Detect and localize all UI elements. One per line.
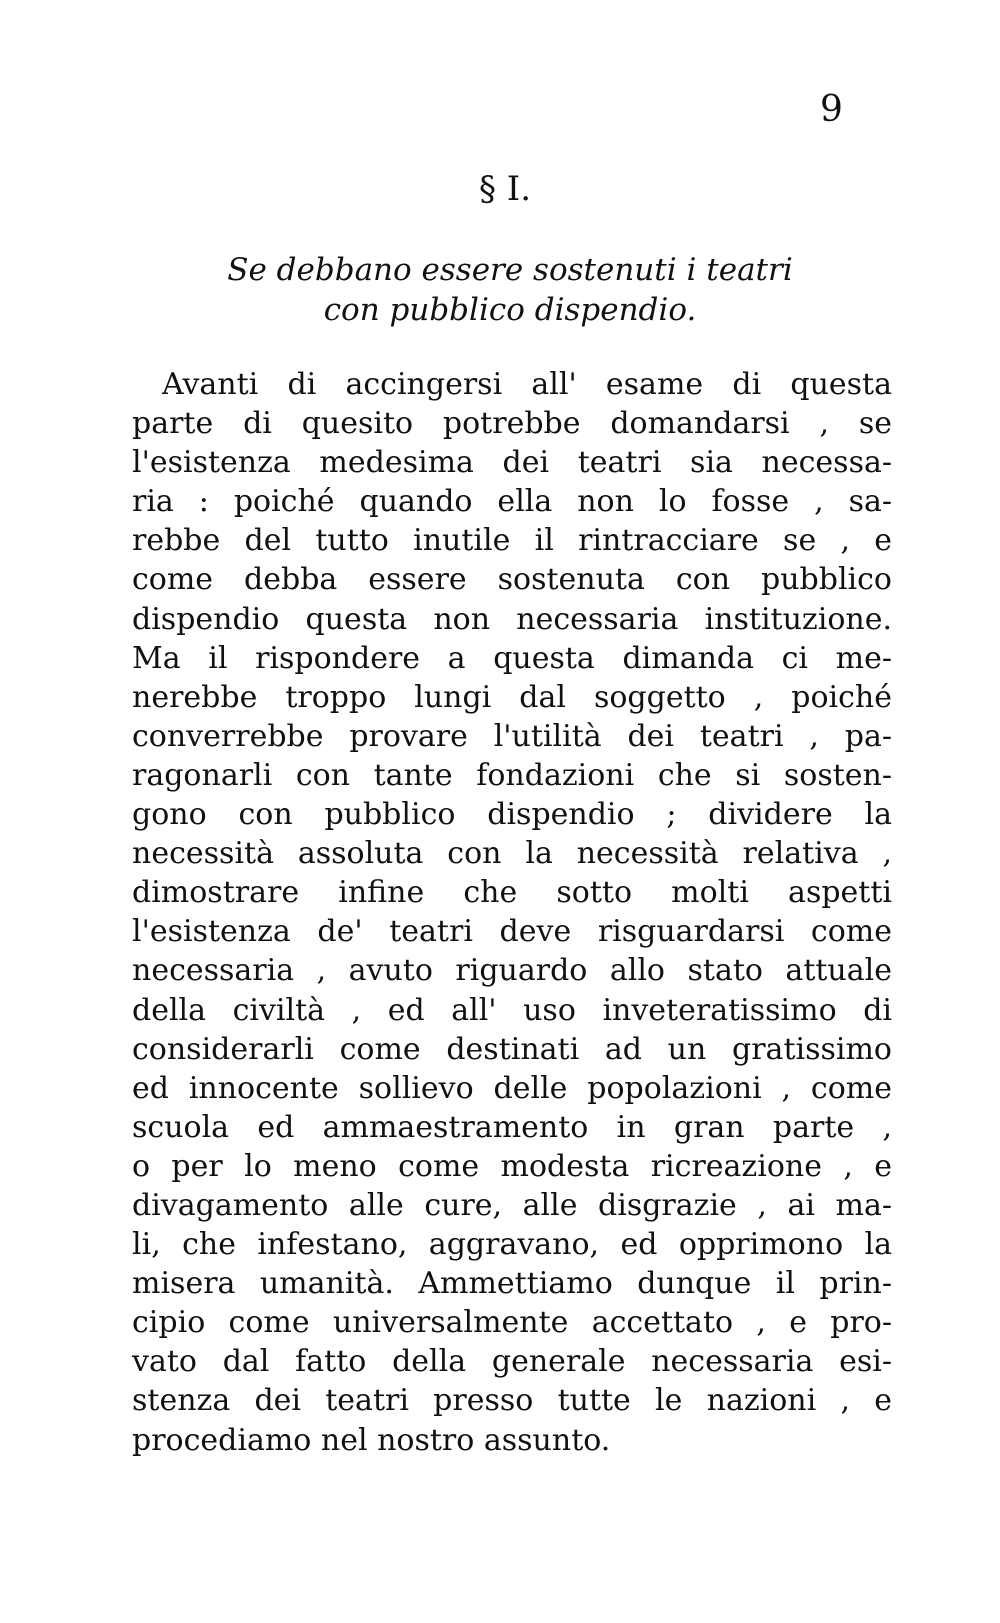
text-line: considerarli come destinati ad un gratissimo xyxy=(132,1031,892,1067)
body-text xyxy=(132,365,892,1460)
text-line: necessaria , avuto riguardo allo stato attuale xyxy=(132,953,892,989)
text-line: ragonarli con tante fondazioni che si sosten- xyxy=(132,757,892,793)
text-line: dispendio questa non necessaria instituzione. xyxy=(132,601,892,637)
text-line: cipio come universalmente accettato , e pro- xyxy=(132,1305,892,1341)
text-line: parte di quesito potrebbe domandarsi , se xyxy=(132,406,892,442)
section-title xyxy=(160,250,860,330)
text-line: Avanti di accingersi all' esame di questa xyxy=(162,367,892,402)
text-line: ed innocente sollievo delle popolazioni , come xyxy=(132,1070,892,1106)
section-title-line: Se debbano essere sostenuti i teatri xyxy=(227,252,793,288)
text-line: necessità assoluta con la necessità relativa , xyxy=(132,836,892,872)
text-line: scuola ed ammaestramento in gran parte , xyxy=(132,1109,892,1145)
text-line: vato dal fatto della generale necessaria esi- xyxy=(132,1344,892,1380)
text-line: gono con pubblico dispendio ; dividere la xyxy=(132,797,892,833)
text-line: procediamo nel nostro assunto. xyxy=(132,1422,611,1458)
text-line: ria : poiché quando ella non lo fosse , sa- xyxy=(132,484,892,520)
text-line: come debba essere sostenuta con pubblico xyxy=(132,562,892,598)
text-line: nerebbe troppo lungi dal soggetto , poiché xyxy=(132,679,892,715)
section-mark: § I. xyxy=(478,169,532,209)
section-title-line: con pubblico dispendio. xyxy=(323,292,697,328)
text-line: divagamento alle cure, alle disgrazie , ai ma- xyxy=(132,1187,892,1223)
page-number: 9 xyxy=(820,89,843,130)
text-line: misera umanità. Ammettiamo dunque il prin- xyxy=(132,1266,892,1302)
text-line: l'esistenza medesima dei teatri sia necessa- xyxy=(132,445,892,481)
text-line: rebbe del tutto inutile il rintracciare se , e xyxy=(132,523,892,559)
text-line: l'esistenza de' teatri deve risguardarsi come xyxy=(132,914,892,950)
text-line: stenza dei teatri presso tutte le nazioni , e xyxy=(132,1383,892,1419)
text-line: o per lo meno come modesta ricreazione , e xyxy=(132,1148,892,1184)
text-line: della civiltà , ed all' uso inveteratissimo di xyxy=(132,992,892,1028)
text-line: dimostrare infine che sotto molti aspetti xyxy=(132,875,892,911)
text-line: li, che infestano, aggravano, ed opprimono la xyxy=(132,1227,892,1263)
text-line: converrebbe provare l'utilità dei teatri , pa- xyxy=(132,718,892,754)
text-line: Ma il rispondere a questa dimanda ci me- xyxy=(132,640,892,676)
